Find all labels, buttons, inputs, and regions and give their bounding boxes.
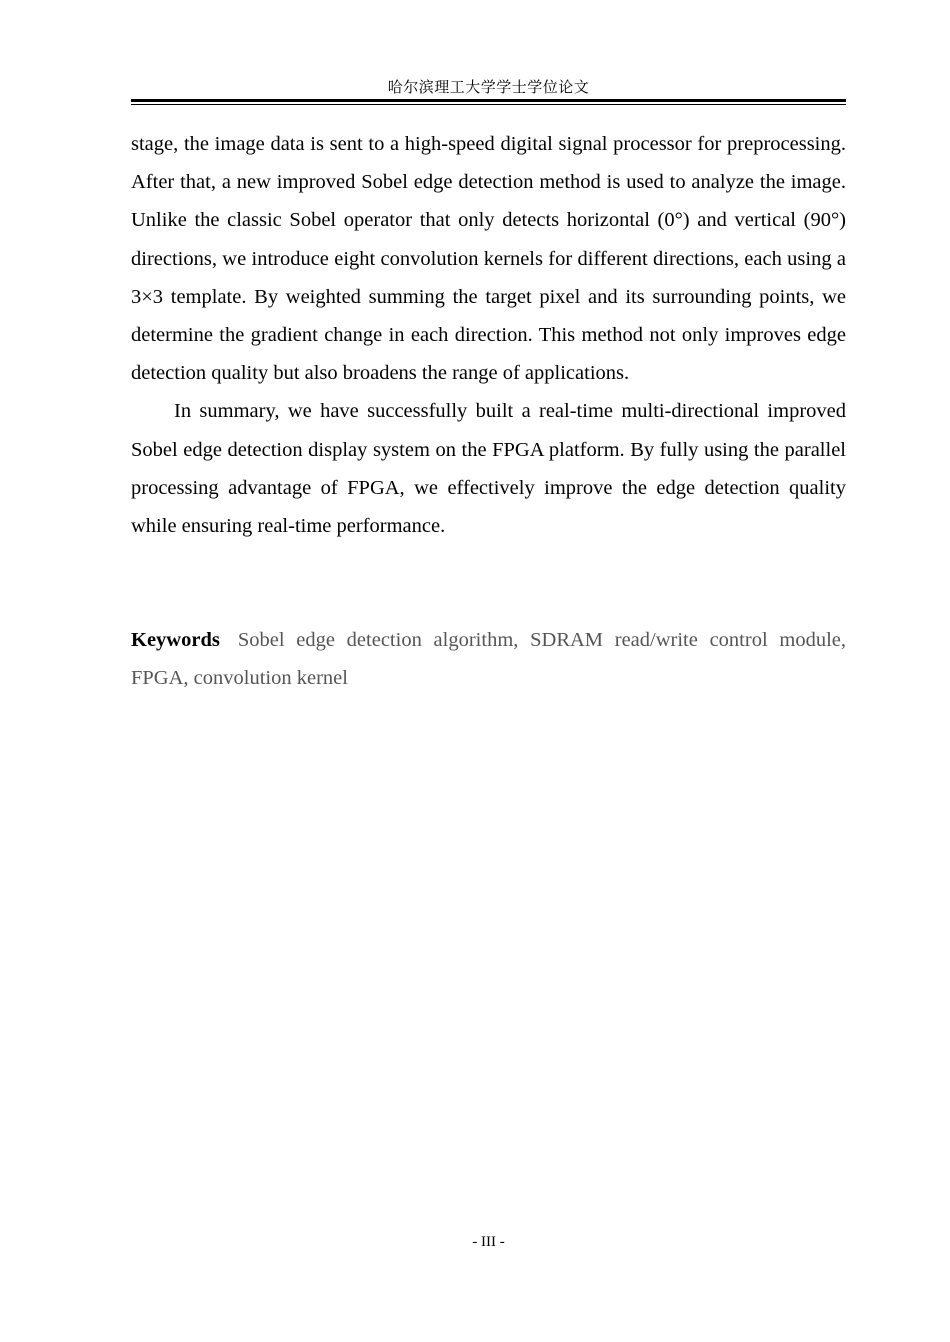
header-rule-thick (131, 99, 846, 102)
header-rule-thin (131, 104, 846, 105)
paragraph-summary: In summary, we have successfully built a real-time multi-directional improved Sobel edge detection display system on the FPGA platform. By fully using the parallel processing advantage of FPGA, we effectively improve the edge detection quality while ensuring real-time performance. (131, 400, 846, 538)
keywords-section (131, 621, 846, 697)
running-header: 哈尔滨理工大学学士学位论文 (387, 80, 590, 96)
page-number: - III - (472, 1234, 505, 1250)
paragraph-continuation: stage, the image data is sent to a high-speed digital signal processor for preprocessing. After that, a new improved Sobel edge detection method is used to analyze the image. Unlike the classic Sobel operator that only detects horizontal (0°) and vertical (90°) directions, we introduce eight convolution kernels for different directions, each using a 3×3 template. By weighted summing the target pixel and its surrounding points, we determine the gradient change in each direction. This method not only improves edge detection quality but also broadens the range of applications. (131, 133, 846, 385)
keywords-list: Sobel edge detection algorithm, SDRAM read/write control module, FPGA, convolution kernel (131, 629, 846, 690)
keywords-label: Keywords (131, 629, 220, 651)
abstract-body (131, 125, 846, 545)
